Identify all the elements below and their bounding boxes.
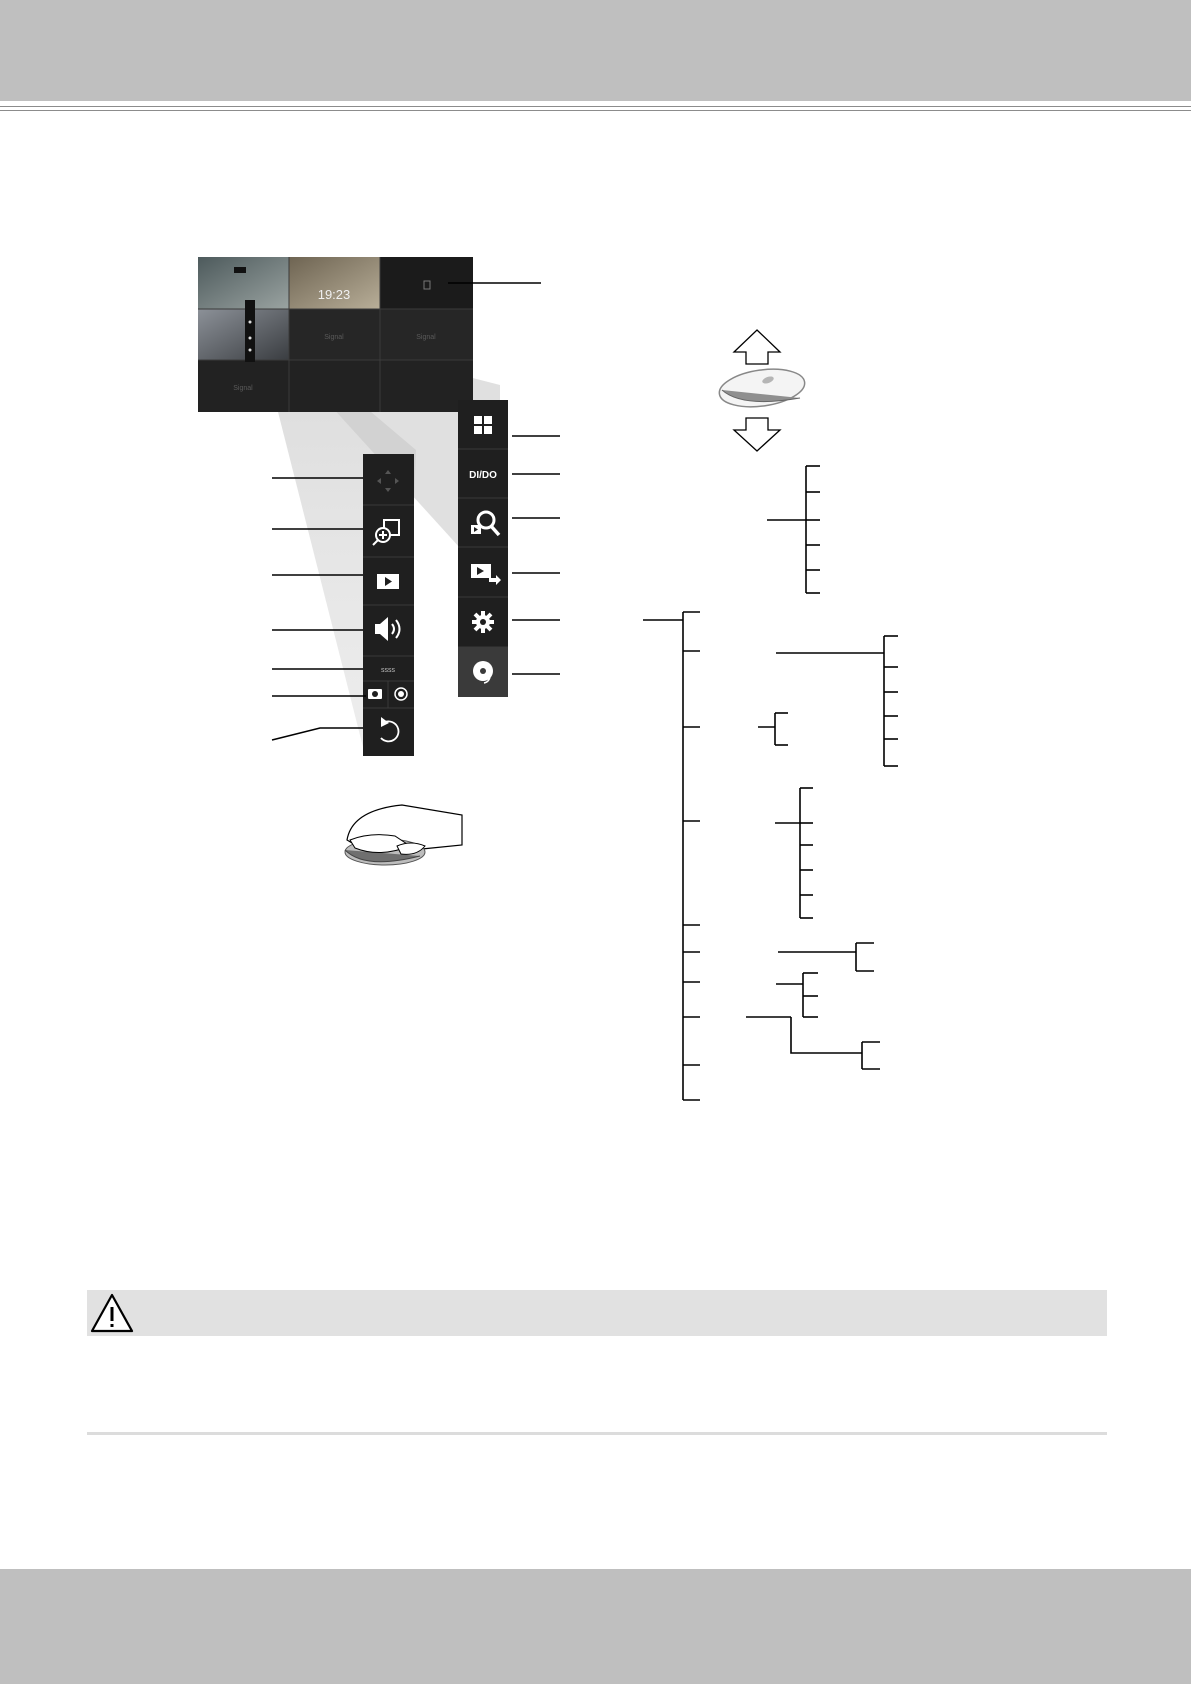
tile-text-1: Signal [324,334,344,341]
hand-mouse-icon [345,805,462,865]
camera-view-3[interactable] [198,309,289,360]
mouse-scroll-icon [717,330,807,451]
menu-tree-diagram [643,466,898,1100]
dido-icon[interactable]: DI/DO [469,470,497,481]
warning-icon [87,1290,135,1336]
tile-text-3: Signal [233,385,253,392]
logout-icon[interactable] [458,647,508,697]
channel-tag [234,267,246,273]
settings-gear-icon[interactable] [472,611,494,633]
monitor-screen [198,257,473,412]
tile-text-2: Signal [416,334,436,341]
clock-display: 19:23 [317,287,351,302]
stream-info-strip: ssss [381,667,395,674]
mini-toolbar[interactable] [245,300,255,362]
caution-bar [87,1290,1107,1336]
snapshot-icon[interactable] [368,689,382,699]
main-menu-toolbar [458,400,508,697]
section-divider [87,1432,1107,1435]
camera-tile-empty-5[interactable] [289,360,380,412]
main-menu-callouts [512,436,560,674]
camera-view-1[interactable] [198,257,289,309]
playback-icon[interactable] [377,574,399,589]
camera-toolbar [363,454,414,756]
footer-band [0,1569,1191,1684]
